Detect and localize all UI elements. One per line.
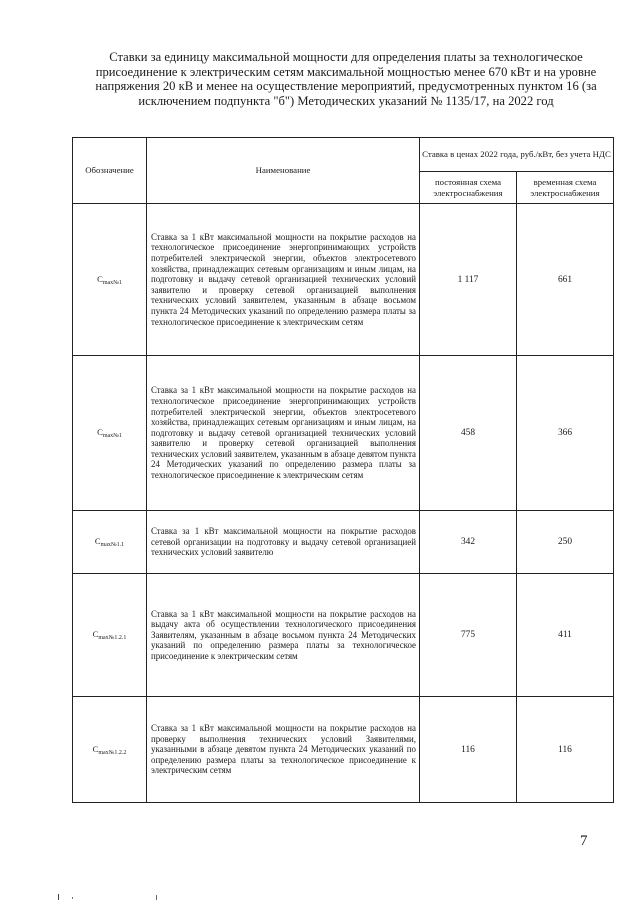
table-row	[73, 574, 614, 697]
row-permanent-rate: 342	[420, 511, 517, 574]
row-name: Ставка за 1 кВт максимальной мощности на покрытие расходов на технологическое присоединение энергопринимающих устройств потребителей электрической энергии, объектов электросетевого хозяйства, принадлежащих сетевым организациям и иным лицам, на подготовку и выдачу сетевой организацией технических условий заявителю и проверку сетевой организацией выполнения технических условий заявителем, указанным в абзаце восьмом пункта 24 Методических указаний по определению размера платы за технологическое присоединение к электрическим сетям	[147, 204, 420, 356]
table-row	[73, 204, 614, 356]
row-designation: $C_{max№1.2.2}$	[73, 697, 147, 803]
row-name: Ставка за 1 кВт максимальной мощности на покрытие расходов на проверку выполнения технических условий Заявителями, указанными в абзаце девятом пункта 24 Методических указаний по определению размера платы за технологическое присоединение к электрическим сетям	[147, 697, 420, 803]
header-rate-group: Ставка в ценах 2022 года, руб./кВт, без учета НДС	[420, 138, 614, 172]
table-row	[73, 356, 614, 511]
table-row	[73, 511, 614, 574]
scan-marks	[58, 893, 168, 903]
row-temporary-rate: 250	[517, 511, 614, 574]
row-name: Ставка за 1 кВт максимальной мощности на покрытие расходов на технологическое присоединение энергопринимающих устройств потребителей электрической энергии, объектов электросетевого хозяйства, принадлежащих сетевым организациям и иным лицам, на подготовку и выдачу сетевой организацией технических условий заявителю и проверку сетевой организацией выполнения технических условий заявителем, указанным в абзаце девятом пункта 24 Методических указаний по определению размера платы за технологическое присоединение к электрическим сетям	[147, 356, 420, 511]
row-permanent-rate: 775	[420, 574, 517, 697]
page-number: 7	[580, 833, 588, 849]
header-temporary: временная схема электроснабжения	[517, 172, 614, 204]
table-row	[73, 697, 614, 803]
row-designation: $C_{max№1}$	[73, 356, 147, 511]
row-name: Ставка за 1 кВт максимальной мощности на покрытие расходов на выдачу акта об осуществлении технологического присоединения Заявителям, указанным в абзаце восьмом пункта 24 Методических указаний по определению размера платы за технологическое присоединение к электрическим сетям	[147, 574, 420, 697]
row-designation: $C_{max№1}$	[73, 204, 147, 356]
row-temporary-rate: 411	[517, 574, 614, 697]
row-permanent-rate: 116	[420, 697, 517, 803]
header-designation: Обозначение	[73, 138, 147, 204]
rates-table	[72, 137, 614, 803]
row-designation: $C_{max№1.2.1}$	[73, 574, 147, 697]
row-permanent-rate: 458	[420, 356, 517, 511]
row-name: Ставка за 1 кВт максимальной мощности на покрытие расходов сетевой организации на подготовку и выдачу сетевой организацией технических условий заявителю	[147, 511, 420, 574]
row-temporary-rate: 116	[517, 697, 614, 803]
row-temporary-rate: 366	[517, 356, 614, 511]
header-permanent: постоянная схема электроснабжения	[420, 172, 517, 204]
header-name: Наименование	[147, 138, 420, 204]
row-temporary-rate: 661	[517, 204, 614, 356]
row-permanent-rate: 1 117	[420, 204, 517, 356]
scan-artifact-icon	[58, 893, 168, 901]
document-title: Ставки за единицу максимальной мощности для определения платы за технологическое присоединение к электрическим сетям максимальной мощностью менее 670 кВт и на уровне напряжения 20 кВ и менее на осуществление мероприятий, предусмотренных пунктом 16 (за исключением подпункта "б") Методических указаний № 1135/17, на 2022 год	[95, 50, 597, 108]
row-designation: $C_{max№1.1}$	[73, 511, 147, 574]
